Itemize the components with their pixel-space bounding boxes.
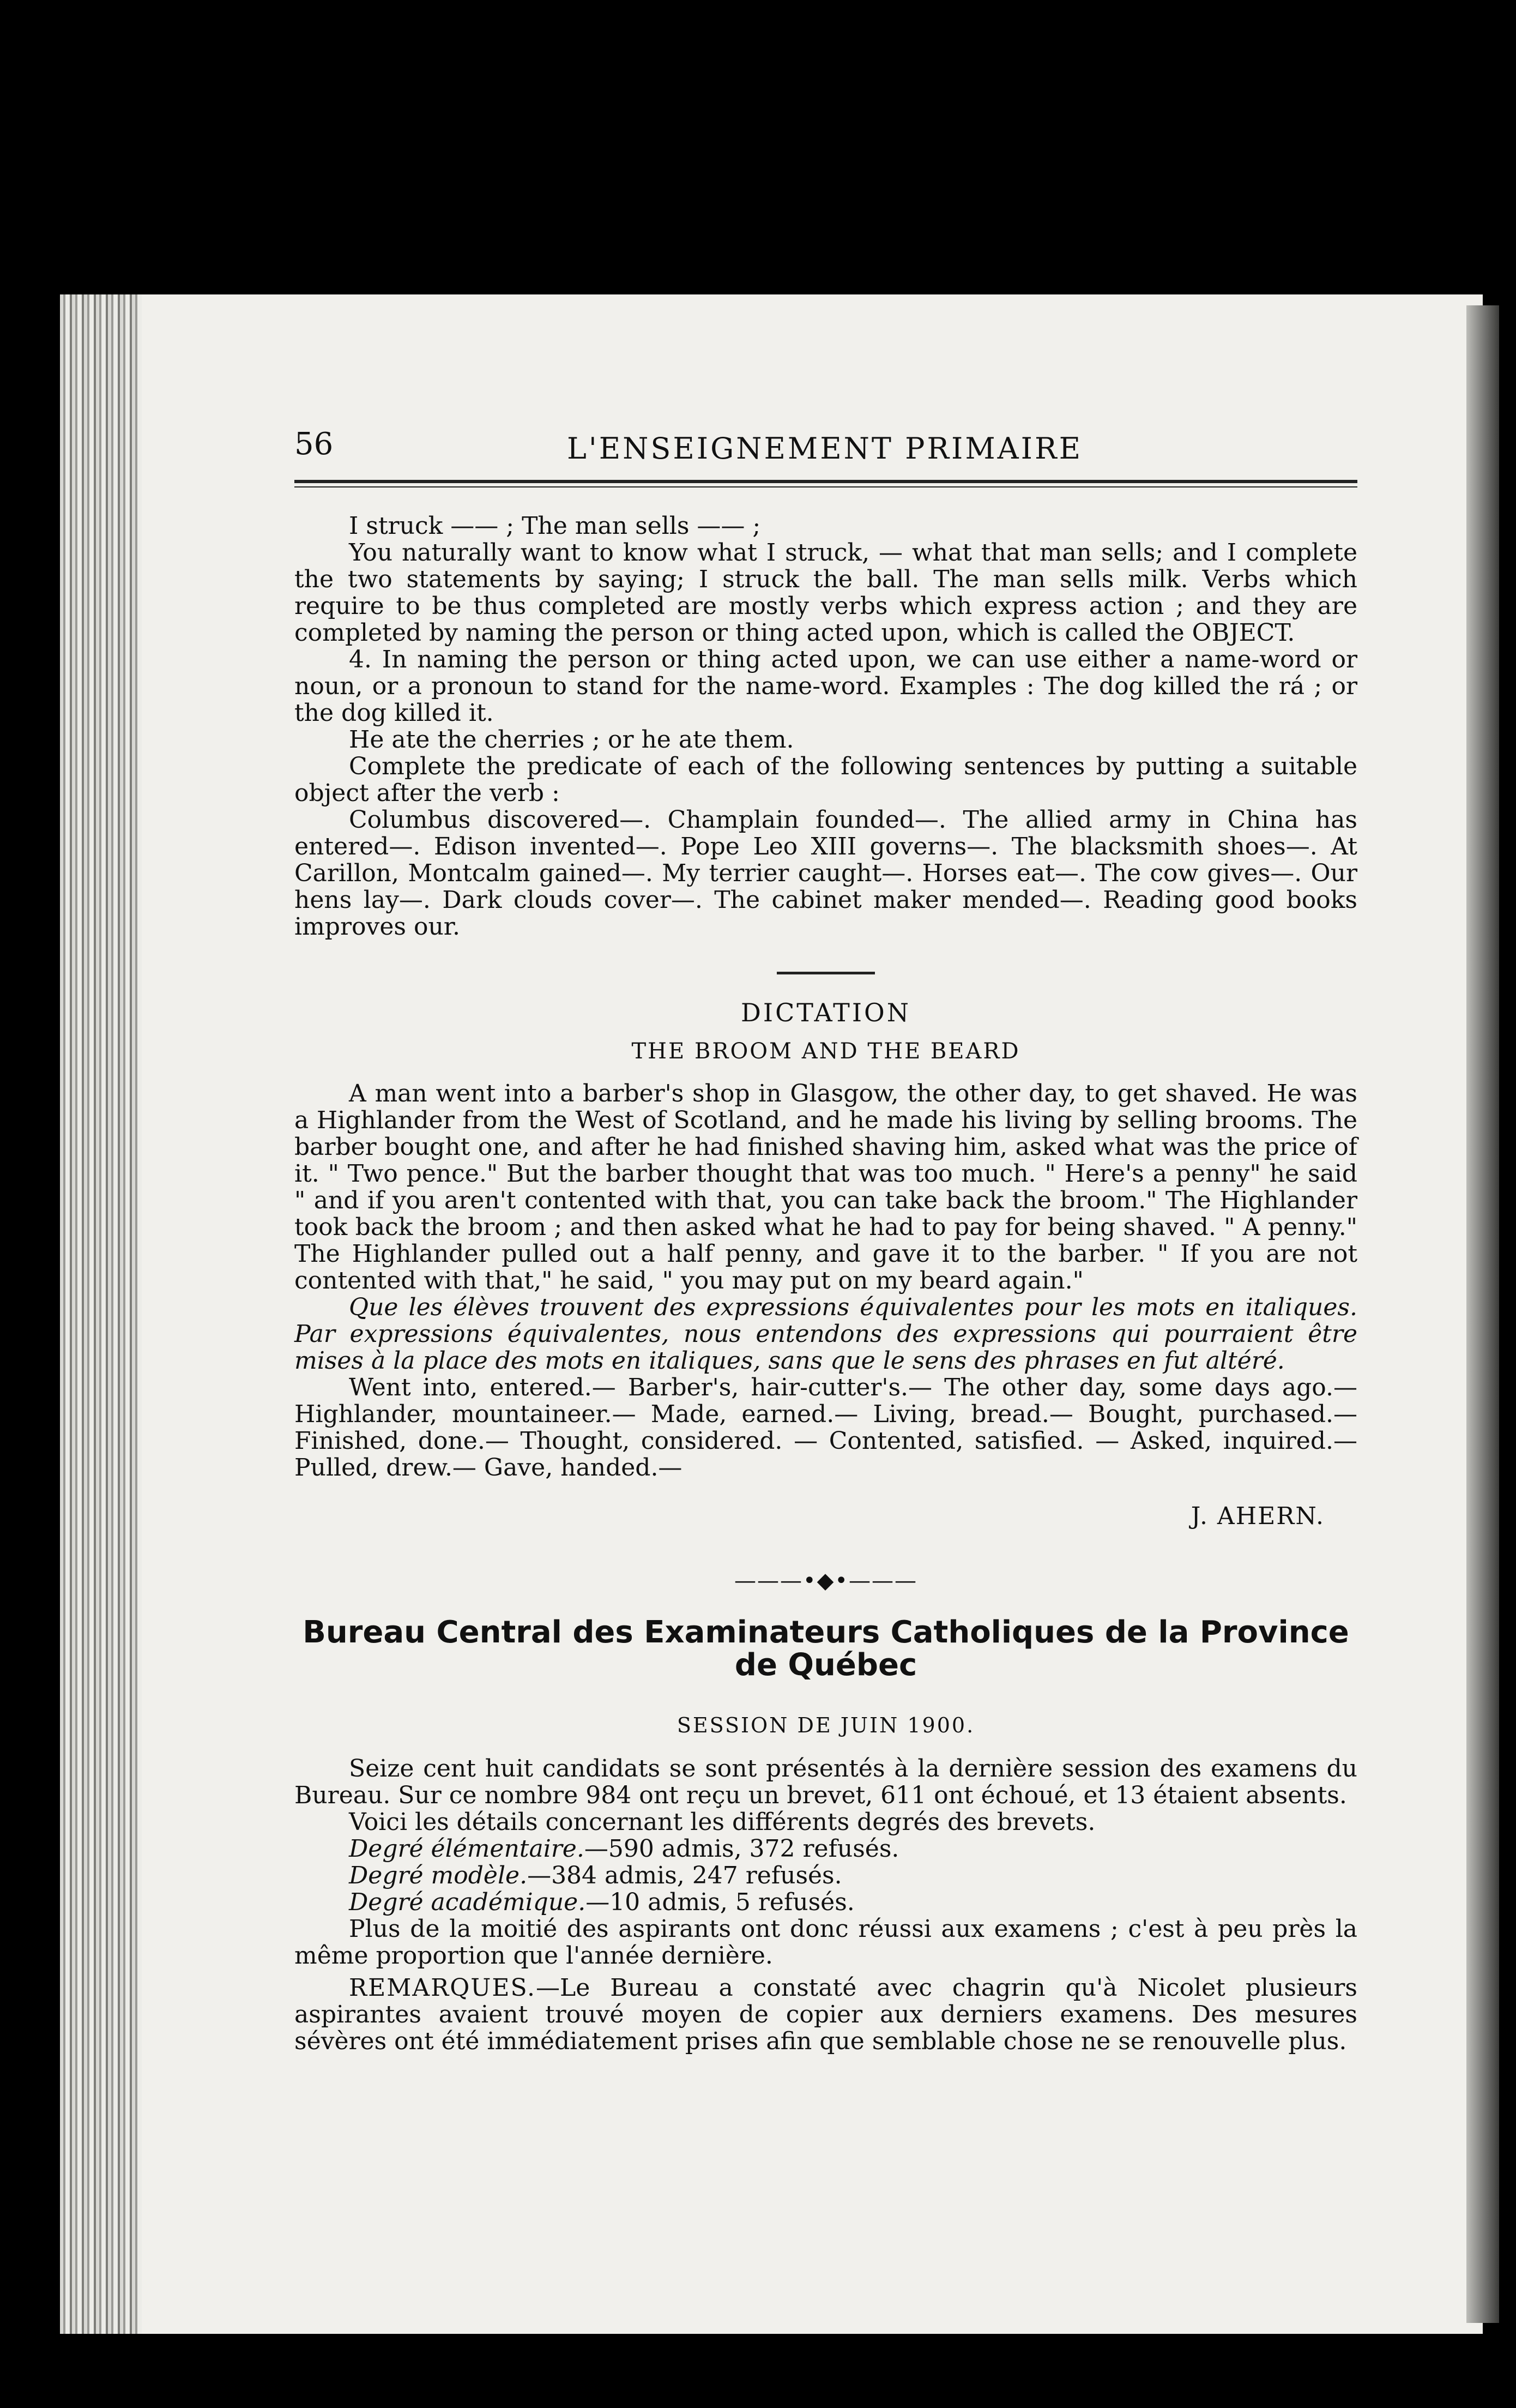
grammar-paragraph-2: 4. In naming the person or thing acted upon, we can use either a name-word or noun, or a pronoun to stand for the name-word. Examples : The dog killed the rá ; or the dog killed it. [294,646,1357,727]
section-divider [777,972,875,974]
bureau-paragraph-3: Plus de la moitié des aspirants ont donc réussi aux examens ; c'est à peu près la même proportion que l'année dernière. [294,1915,1357,1970]
header-rule-thick [294,480,1357,483]
page-number: 56 [294,426,334,462]
page-content [294,426,1357,2055]
dictation-subheading: THE BROOM AND THE BEARD [631,1039,1020,1064]
dictation-instructions: Que les élèves trouvent des expressions équivalentes pour les mots en italiques. Par expressions équivalentes, nous entendons des expressions qui pourraient être mises à la place des mots en italiques, sans que le sens des phrases en fut altéré. [294,1293,1357,1375]
remarks-label: REMARQUES. [349,1974,536,2002]
bureau-remarks [294,1974,1357,2055]
header-rule-thin [294,486,1357,487]
dictation-heading: DICTATION [741,998,911,1027]
bureau-title: Bureau Central des Examinateurs Catholiques de la Province de Québec [303,1615,1349,1683]
grammar-paragraph-1: You naturally want to know what I struck, — what that man sells; and I complete the two statements by saying; I struck the ball. The man sells milk. Verbs which require to be thus completed are mostly verbs which express action ; and they are completed by naming the person or thing acted upon, which is called the OBJECT. [294,539,1357,647]
degree-elementary-stats: —590 admis, 372 refusés. [584,1835,899,1863]
degree-elementary-label: Degré élémentaire. [349,1835,584,1863]
degree-elementary [294,1835,1357,1862]
bureau-paragraph-2: Voici les détails concernant les différents degrés des brevets. [349,1808,1096,1836]
bureau-paragraph-1: Seize cent huit candidats se sont présentés à la dernière session des examens du Bureau. Sur ce nombre 984 ont reçu un brevet, 611 ont échoué, et 13 étaient absents. [294,1755,1357,1809]
degree-academic-stats: —10 admis, 5 refusés. [585,1888,855,1916]
grammar-blanks-line: I struck —— ; The man sells —— ; [349,512,761,540]
running-header [294,426,1357,474]
dictation-glossary: Went into, entered.— Barber's, hair-cutter's.— The other day, some days ago.— Highlander, mountaineer.— Made, earned.— Living, bread.— Bought, purchased.— Finished, done.— Thought, considered. — Contented, satisfied. — Asked, inquired.— Pulled, drew.— Gave, handed.— [294,1374,1357,1482]
grammar-paragraph-4: Complete the predicate of each of the following sentences by putting a suitable object after the verb : [294,752,1357,807]
running-title: L'ENSEIGNEMENT PRIMAIRE [567,431,1083,466]
grammar-exercise: Columbus discovered—. Champlain founded—. The allied army in China has entered—. Edison invented—. Pope Leo XIII governs—. The blacksmith shoes—. At Carillon, Montcalm gained—. My terrier caught—. Horses eat—. The cow gives—. Our hens lay—. Dark clouds cover—. The cabinet maker mended—. Reading good books improves our. [294,806,1357,941]
degree-model-label: Degré modèle. [349,1862,528,1889]
degree-academic-label: Degré académique. [349,1888,586,1916]
ornament-divider: ———•◆•——— [734,1568,917,1593]
degree-model-stats: —384 admis, 247 refusés. [527,1862,842,1889]
session-heading: SESSION DE JUIN 1900. [677,1713,975,1737]
author-signature: J. AHERN. [1191,1502,1325,1530]
degree-model [294,1862,1357,1889]
degree-academic [294,1889,1357,1916]
page-edge-shadow [1466,305,1499,2323]
grammar-paragraph-3: He ate the cherries ; or he ate them. [349,726,794,754]
remarks-text: —Le Bureau a constaté avec chagrin qu'à Nicolet plusieurs aspirantes avaient trouvé moyen de copier aux derniers examens. Des mesures sévères ont été immédiatement prises afin que semblable chose ne se renouvelle plus. [294,1974,1357,2055]
book-binding [60,294,142,2334]
dictation-story: A man went into a barber's shop in Glasgow, the other day, to get shaved. He was a Highlander from the West of Scotland, and he made his living by selling brooms. The barber bought one, and after he had finished shaving him, asked what was the price of it. " Two pence." But the barber thought that was too much. " Here's a penny" he said " and if you aren't contented with that, you can take back the broom." The Highlander took back the broom ; and then asked what he had to pay for being shaved. " A penny." The Highlander pulled out a half penny, and gave it to the barber. " If you are not contented with that," he said, " you may put on my beard again." [294,1080,1357,1295]
